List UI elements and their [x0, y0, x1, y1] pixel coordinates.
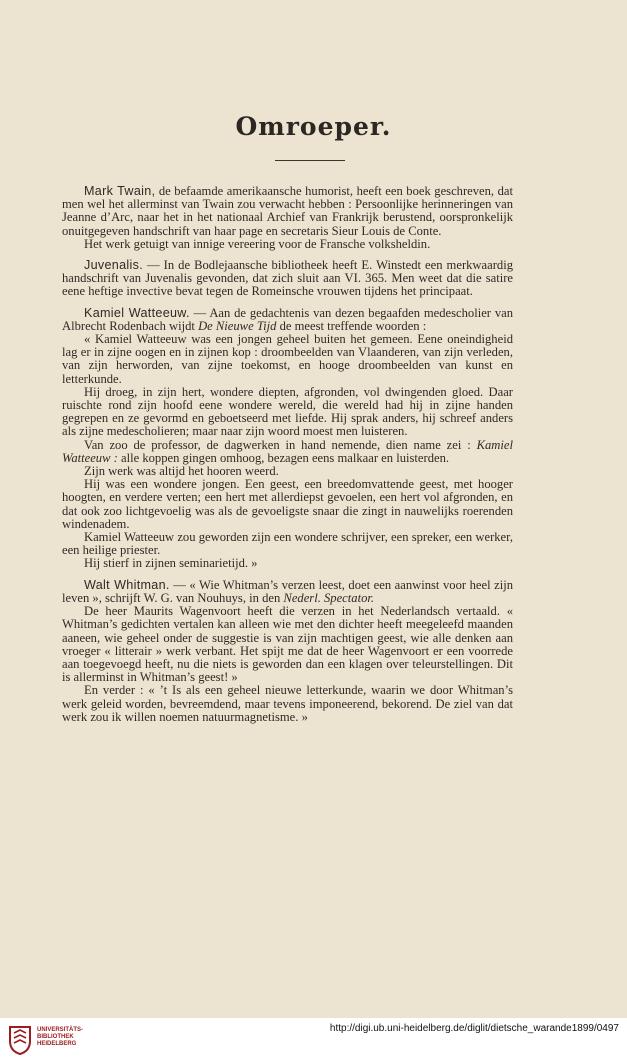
source-url-link[interactable]: http://digi.ub.uni-heidelberg.de/diglit/dietsche_warande1899/0497: [329, 1023, 619, 1034]
entry-paragraph-lead: [62, 185, 513, 238]
text-run: — « Wie Whitman’s verzen leest, doet een aanwinst voor heel zijn leven », schrijft W. G. van Nouhuys, in den: [62, 577, 513, 605]
text-run: Het werk getuigt van innige vereering voor de Fransche volksheldin.: [84, 236, 431, 251]
page-title: Omroeper.: [235, 112, 392, 141]
text-run: — In de Bodlejaansche bibliotheek heeft E. Winstedt een merkwaardig handschrift van Juvenalis gevonden, dat zich sluit aan VI. 365. Men weet dat die satire eene heftige invective bevat tegen de Romeinsche vrouwen tijdens het principaat.: [62, 258, 513, 299]
entry-name: Kamiel Watteeuw.: [84, 305, 190, 320]
title-divider: [275, 160, 345, 161]
text-run: de meest treffende woorden :: [276, 318, 427, 333]
text-run: De heer Maurits Wagenvoort heeft die verzen in het Nederlandsch vertaald. « Whitman’s gedichten vertalen kan alleen wie met den dichter heeft meegeleefd maanden aaneen, wie geheel onder de suggestie is van zijn machtigen geest, wie alle denken aan vroeger « litterair » werk verbant. Het spijt me dat de heer Wagenvoort er een voorrede aan toegevoegd heeft, nu die niets is geworden dan een klagen over teleurstellingen. Dit is allerminst in Whitman’s geest! »: [62, 604, 513, 685]
entry-paragraph: [62, 605, 513, 684]
italic-text: Kamiel Watteeuw :: [62, 437, 513, 465]
entry-paragraph: [62, 386, 513, 439]
footer-bar: [0, 1018, 627, 1061]
text-run: « Kamiel Watteeuw was een jongen geheel buiten het gemeen. Eene oneindigheid lag er in zijne oogen en in zijnen kop : droombeelden van Vlaanderen, van zijn verleden, van zijn herworden, van zijne toekomst, en hooge droombeelden van kunst en letterkunde.: [62, 332, 513, 386]
entry-paragraph-lead: [62, 307, 513, 333]
text-run: Hij droeg, in zijn hert, wondere diepten, afgronden, vol dwingenden gloed. Daar ruischte rond zijn hoofd eene wondere wereld, die wereld had hij in zijne handen gegrepen en ze gevormd en geboetseerd met liefde. Hij sprak anders, hij schreef anders als zijne medescholieren; maar naar zijn woord moest men luisteren.: [62, 384, 513, 439]
article-body: [62, 185, 513, 724]
text-run: Van zoo de professor, de dagwerken in hand nemende, dien name zei :: [84, 437, 477, 452]
entry-paragraph: [62, 531, 513, 557]
text-run: de befaamde amerikaansche humorist, heeft een boek geschreven, dat men wel het allerminst van Twain zou verwacht hebben : Persoonlijke herinneringen van Jeanne d’Arc, naar het in het nationaal Archief van Frankrijk berustend, oorspronkelijk onuitgegeven handschrift van haar page en secretaris Sieur Louis de Conte.: [62, 184, 513, 238]
entry-paragraph: [62, 333, 513, 386]
library-name-line: BIBLIOTHEK: [37, 1034, 74, 1040]
entry-paragraph: [62, 238, 513, 251]
text-run: — Aan de gedachtenis van dezen begaafden medescholier van Albrecht Rodenbach wijdt: [62, 305, 513, 333]
italic-text: De Nieuwe Tijd: [198, 318, 277, 333]
text-run: Hij was een wondere jongen. Een geest, een breedomvattende geest, met hooger hoogten, en verdere verten; een hert met allerdiepst gevoelen, een hert vol afgronden, en dat ook zoo lichtgevoelig was als de gevoeligste snaar die zingt in nauwelijks roerenden windenadem.: [62, 477, 513, 531]
entry-paragraph-lead: [62, 579, 513, 605]
entry-paragraph: [62, 478, 513, 531]
library-name-line: UNIVERSITÄTS-: [37, 1027, 84, 1033]
entry-paragraph: [62, 557, 513, 570]
entry-paragraph-lead: [62, 259, 513, 299]
text-run: Kamiel Watteeuw zou geworden zijn een wondere schrijver, een spreker, een werker, een heilige priester.: [62, 530, 513, 558]
italic-text: Nederl. Spectator.: [283, 590, 375, 605]
university-seal-icon: [8, 1025, 32, 1055]
entry-paragraph: [62, 684, 513, 724]
text-run: alle koppen gingen omhoog, bezagen eens malkaar en luisterden.: [117, 450, 450, 465]
entry-paragraph: [62, 439, 513, 465]
library-name: [37, 1027, 83, 1048]
text-run: Hij stierf in zijnen seminarietijd. »: [84, 556, 258, 571]
entry-name: Mark Twain,: [84, 184, 156, 198]
library-name-line: HEIDELBERG: [37, 1041, 77, 1047]
entry-name: Walt Whitman.: [84, 577, 170, 592]
entry-name: Juvenalis.: [84, 258, 144, 273]
text-run: Zijn werk was altijd het hooren weerd.: [84, 464, 279, 479]
text-run: En verder : « ’t Is als een geheel nieuwe letterkunde, waarin we door Whitman’s werk geleid worden, bevreemdend, maar tevens imponeerend, bekorend. De ziel van dat werk zou ik willen noemen natuurmagnetisme. »: [62, 683, 513, 724]
